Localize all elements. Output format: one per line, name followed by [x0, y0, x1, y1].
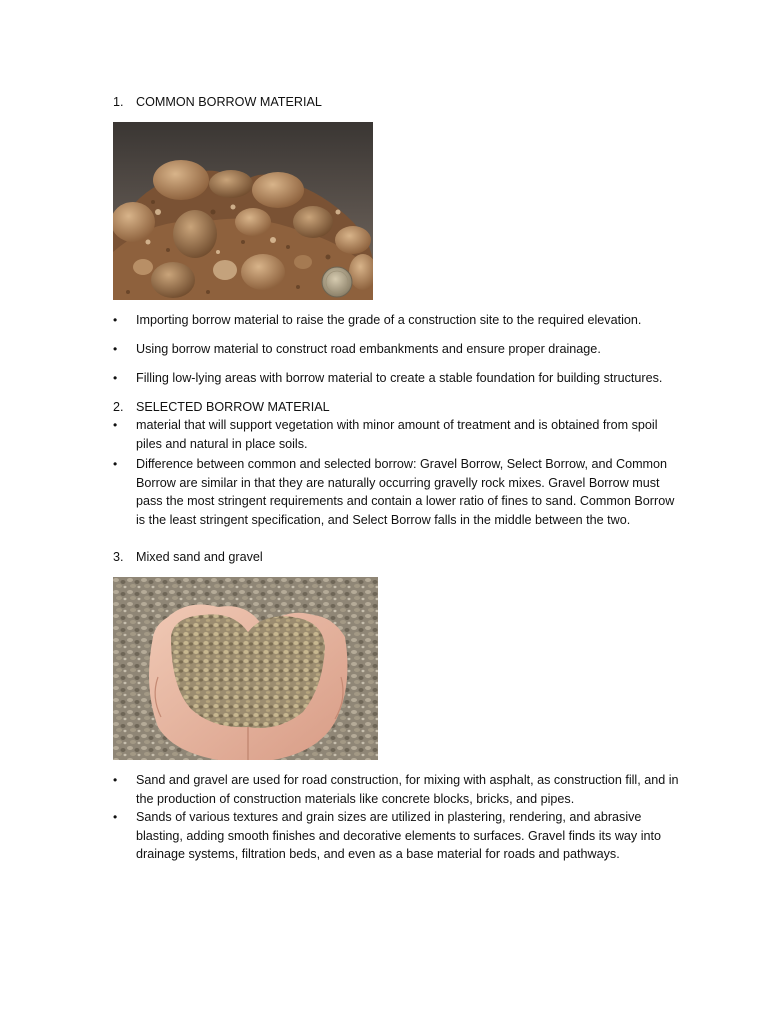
- sand-gravel-photo: [113, 577, 378, 760]
- bullet-text: Importing borrow material to raise the grade of a construction site to the required elevation.: [136, 313, 642, 327]
- bullet-text: Filling low-lying areas with borrow material to create a stable foundation for building structures.: [136, 371, 663, 385]
- bullet-dot: •: [113, 342, 118, 356]
- bullet-dot: •: [113, 773, 118, 787]
- section-1-title: COMMON BORROW MATERIAL: [136, 95, 322, 109]
- bullet-text: Difference between common and selected borrow: Gravel Borrow, Select Borrow, and Common Borrow are similar in that they are naturally occurring gravelly rock mixes. Gravel Borrow must pass the most stringent requirements and contain a lower ratio of fines to sand. Common Borrow is the least stringent specification, and Select Borrow falls in the middle between the two.: [136, 457, 675, 527]
- bullet-dot: •: [113, 418, 118, 432]
- section-3-number: 3.: [113, 550, 124, 564]
- bullet-text: Sands of various textures and grain sizes are utilized in plastering, rendering, and abrasive blasting, adding smooth finishes and decorative elements to surfaces. Gravel finds its way into drainage systems, filtration beds, and even as a base material for roads and pathways.: [136, 810, 662, 862]
- bullet-text: material that will support vegetation with minor amount of treatment and is obtained from spoil piles and natural in place soils.: [136, 418, 658, 451]
- section-2-title: SELECTED BORROW MATERIAL: [136, 400, 330, 414]
- section-2-number: 2.: [113, 400, 124, 414]
- bullet-dot: •: [113, 371, 118, 385]
- bullet-dot: •: [113, 457, 118, 471]
- bullet-dot: •: [113, 313, 118, 327]
- bullet-text: Sand and gravel are used for road construction, for mixing with asphalt, as construction fill, and in the production of construction materials like concrete blocks, bricks, and pipes.: [136, 773, 679, 806]
- bullet-text: Using borrow material to construct road embankments and ensure proper drainage.: [136, 342, 601, 356]
- section-3-title: Mixed sand and gravel: [136, 550, 263, 564]
- section-1-number: 1.: [113, 95, 124, 109]
- bullet-dot: •: [113, 810, 118, 824]
- borrow-material-photo: [113, 122, 373, 300]
